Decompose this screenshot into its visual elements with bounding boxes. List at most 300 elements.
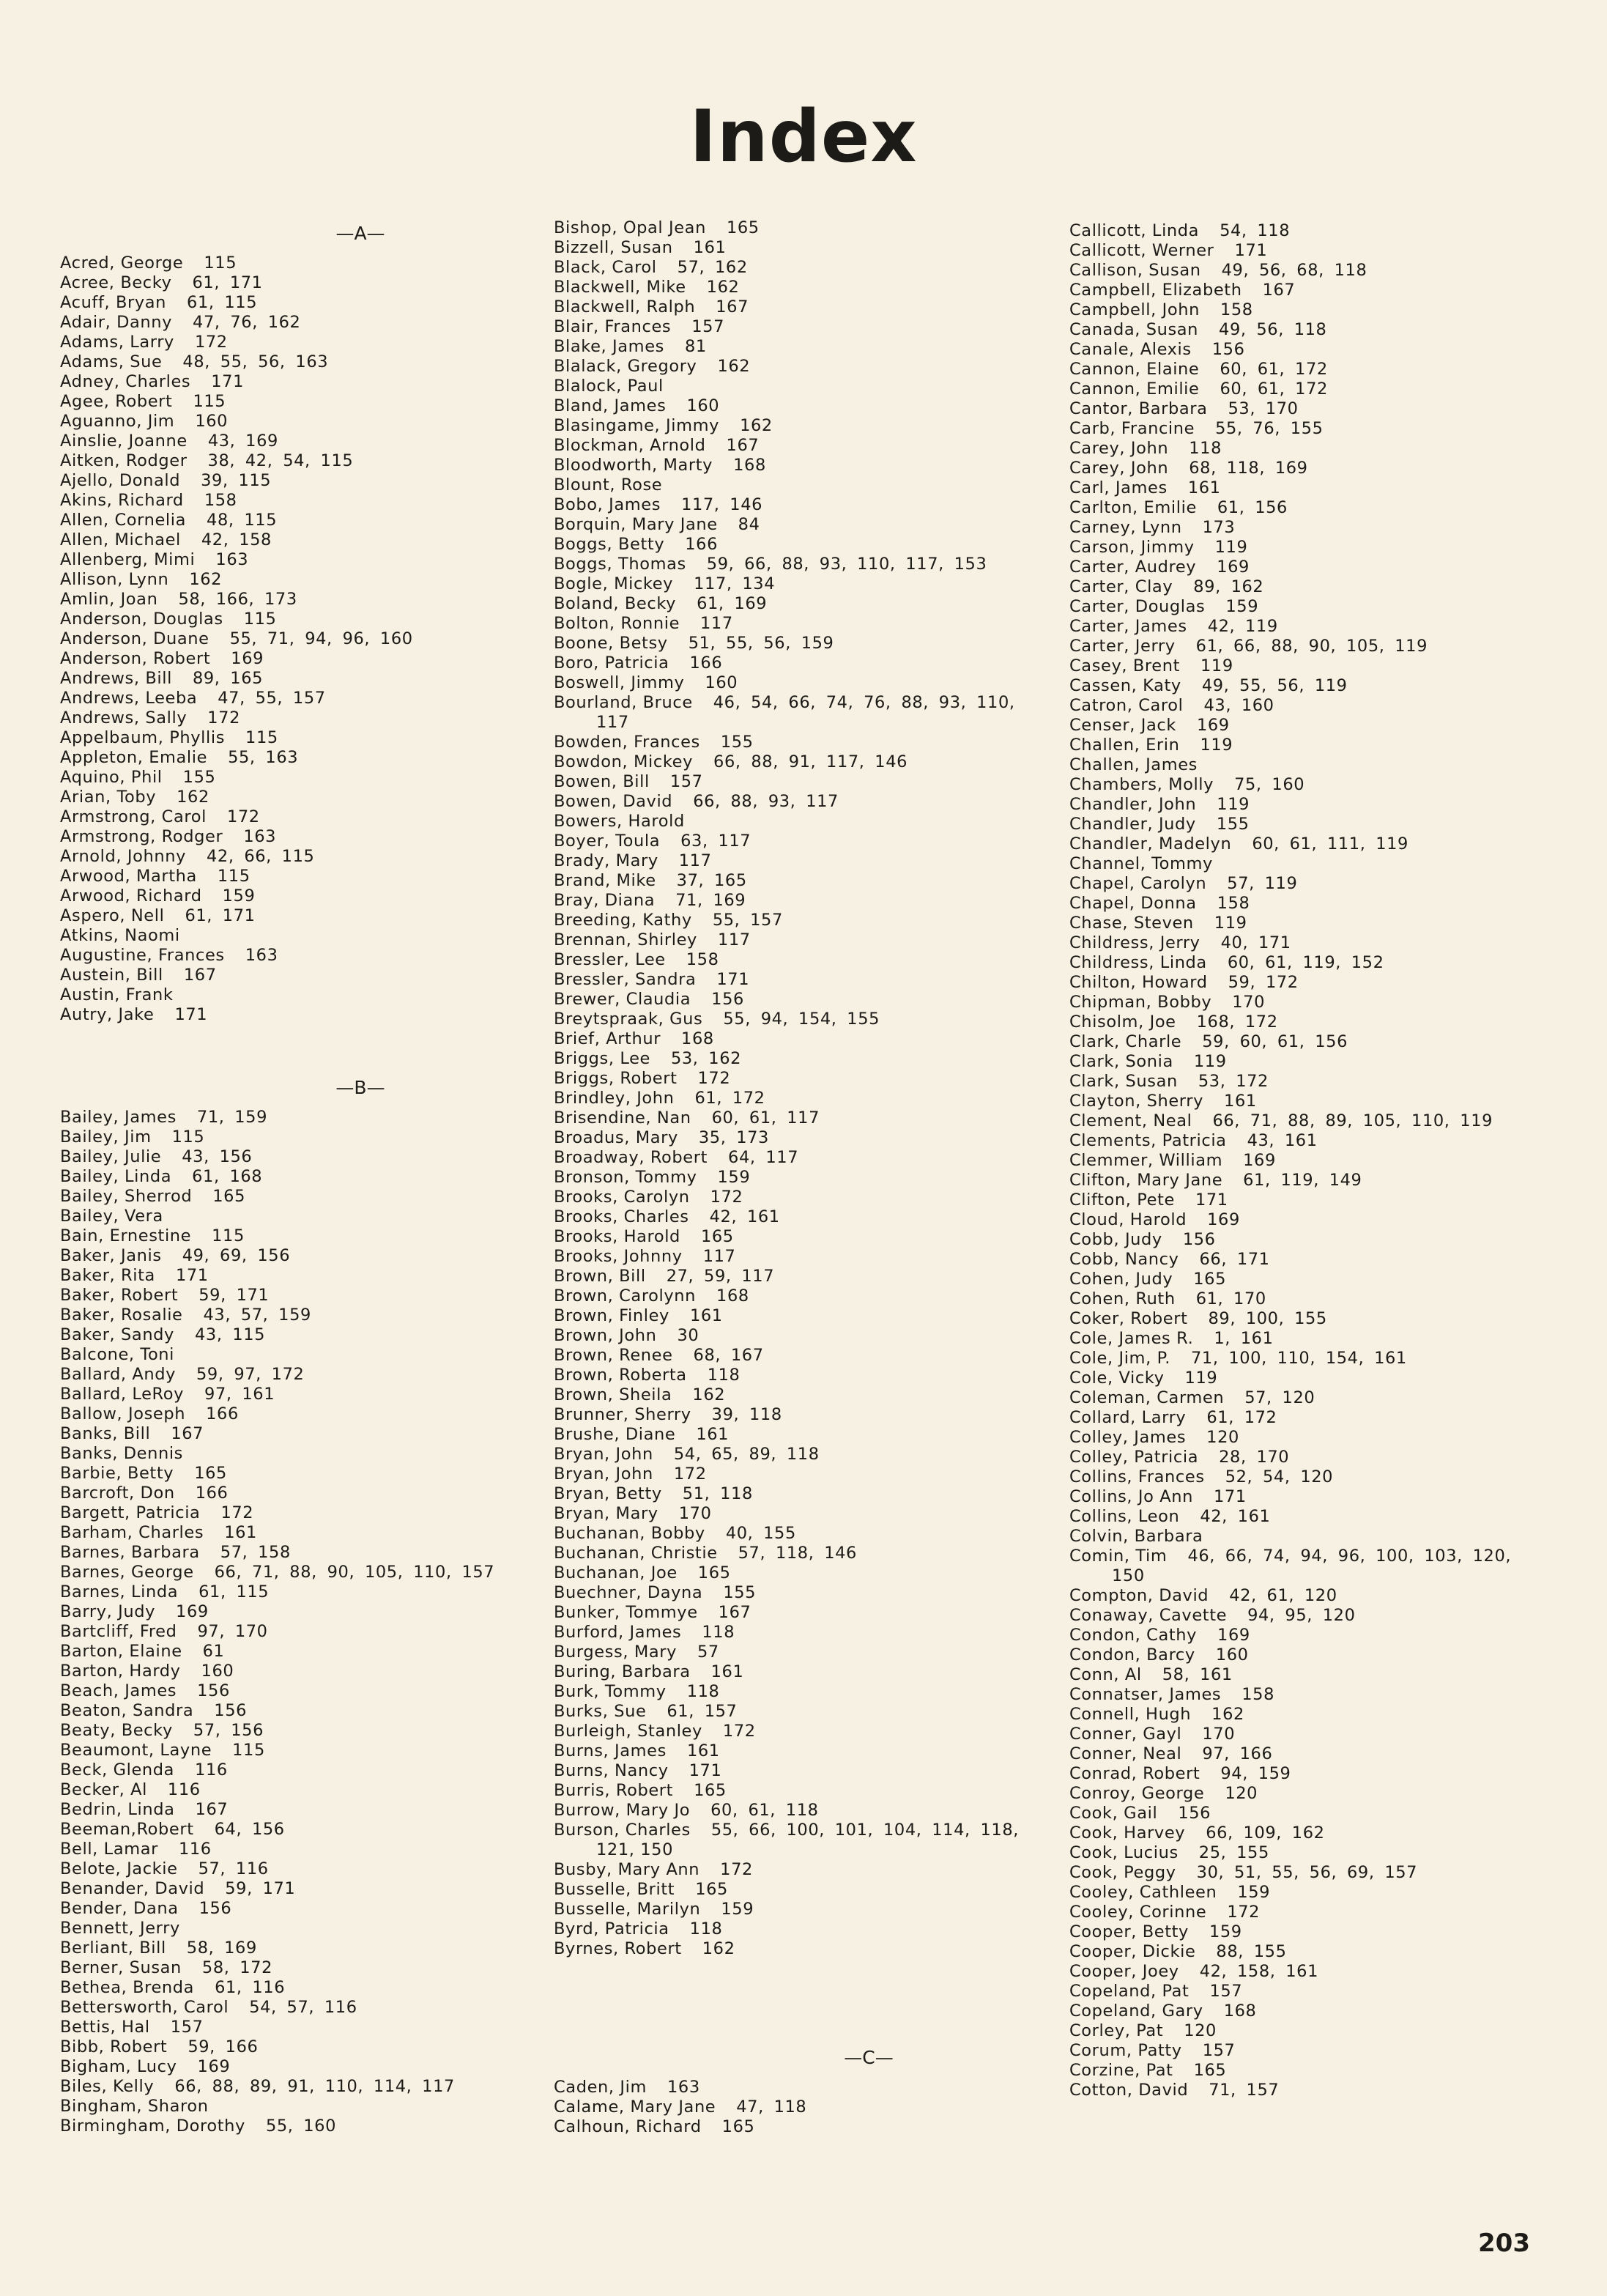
entry-pages: 55, 71, 94, 96, 160 — [229, 629, 413, 648]
index-entry — [60, 1385, 529, 1404]
index-entry — [60, 1958, 529, 1978]
entry-pages: 66, 109, 162 — [1206, 1823, 1325, 1843]
entry-name: Ballow, Joseph — [60, 1404, 186, 1423]
entry-pages: 55, 163 — [228, 748, 299, 767]
entry-pages: 155 — [1216, 815, 1250, 834]
index-entry — [1069, 1507, 1567, 1527]
entry-pages: 169 — [1217, 1626, 1250, 1645]
entry-name: Arwood, Richard — [60, 886, 202, 906]
index-entry — [60, 313, 529, 333]
entry-name: Busselle, Britt — [554, 1880, 675, 1899]
entry-pages: 162 — [702, 1939, 735, 1958]
index-entry — [1069, 340, 1567, 360]
entry-pages: 162 — [1211, 1705, 1244, 1724]
entry-name: Chilton, Howard — [1069, 973, 1208, 992]
entry-pages: 169 — [197, 2057, 231, 2076]
entry-name: Busselle, Marilyn — [554, 1900, 701, 1919]
index-entry — [1069, 1744, 1567, 1764]
index-entry — [554, 970, 1037, 990]
entry-name: Brushe, Diane — [554, 1425, 676, 1444]
entry-pages: 49, 55, 56, 119 — [1201, 676, 1348, 695]
entry-name: Barcroft, Don — [60, 1484, 175, 1503]
entry-pages: 165 — [194, 1464, 227, 1483]
entry-name: Acuff, Bryan — [60, 293, 167, 312]
entry-pages: 173 — [1202, 518, 1236, 537]
entry-name: Chandler, John — [1069, 795, 1197, 814]
index-entry — [60, 1701, 529, 1721]
entry-pages: 161 — [224, 1523, 257, 1542]
index-entry — [1069, 241, 1567, 261]
index-entry — [554, 475, 1037, 495]
entry-name: Burgess, Mary — [554, 1643, 677, 1662]
index-entry — [60, 1108, 529, 1127]
entry-pages: 49, 56, 118 — [1219, 320, 1327, 339]
index-entry — [60, 1424, 529, 1444]
entry-name: Catron, Carol — [1069, 696, 1184, 715]
entry-pages: 166 — [689, 653, 723, 673]
entry-name: Colley, James — [1069, 1428, 1187, 1447]
entry-name: Belote, Jackie — [60, 1859, 178, 1878]
entry-pages: 171 — [716, 970, 750, 989]
index-entry — [554, 1207, 1037, 1227]
entry-pages: 171 — [174, 1005, 208, 1024]
index-entry — [554, 1445, 1037, 1464]
entry-pages: 158 — [1220, 300, 1253, 319]
entry-name: Allenberg, Mimi — [60, 550, 196, 569]
entry-pages: 119 — [1200, 736, 1233, 755]
index-entry — [1069, 1408, 1567, 1428]
index-entry — [1069, 1467, 1567, 1487]
entry-pages: 116 — [195, 1760, 228, 1780]
entry-pages: 115 — [232, 1741, 265, 1760]
index-entry — [60, 1919, 529, 1938]
index-entry — [1069, 1092, 1567, 1111]
index-entry — [60, 1602, 529, 1622]
index-entry — [60, 629, 529, 649]
index-entry — [1069, 1764, 1567, 1784]
entry-pages: 42, 66, 115 — [207, 847, 315, 866]
entry-name: Arwood, Martha — [60, 867, 197, 886]
entry-name: Brooks, Johnny — [554, 1247, 683, 1266]
entry-pages: 119 — [1217, 795, 1250, 814]
entry-pages: 61, 119, 149 — [1243, 1171, 1362, 1190]
entry-pages: 42, 161 — [709, 1207, 780, 1226]
entry-name: Cook, Harvey — [1069, 1823, 1186, 1843]
entry-name: Copeland, Pat — [1069, 1982, 1190, 2001]
index-entry — [1069, 439, 1567, 459]
entry-pages: 161 — [689, 1306, 723, 1325]
entry-name: Campbell, Elizabeth — [1069, 281, 1242, 300]
entry-pages: 115 — [245, 728, 278, 747]
entry-pages: 97, 166 — [1202, 1744, 1273, 1763]
index-entry — [1069, 1349, 1567, 1369]
entry-name: Chandler, Madelyn — [1069, 834, 1232, 853]
index-entry — [1069, 1823, 1567, 1843]
entry-name: Carlton, Emilie — [1069, 498, 1197, 517]
entry-name: Beaumont, Layne — [60, 1741, 212, 1760]
index-entry — [60, 2057, 529, 2077]
index-entry — [60, 1127, 529, 1147]
entry-pages: 61, 156 — [1217, 498, 1288, 517]
entry-name: Colvin, Barbara — [1069, 1527, 1203, 1546]
entry-name: Armstrong, Carol — [60, 807, 207, 826]
entry-name: Cooper, Dickie — [1069, 1942, 1196, 1961]
entry-name: Conn, Al — [1069, 1665, 1142, 1684]
entry-name: Compton, David — [1069, 1586, 1209, 1605]
entry-name: Barnes, Linda — [60, 1582, 179, 1601]
index-entry — [554, 634, 1037, 653]
index-entry — [60, 807, 529, 827]
index-entry — [60, 1741, 529, 1760]
index-entry — [554, 297, 1037, 317]
index-entry — [554, 416, 1037, 436]
index-entry — [1069, 696, 1567, 716]
entry-name: Aitken, Rodger — [60, 451, 188, 470]
index-entry — [60, 333, 529, 352]
entry-pages: 27, 59, 117 — [666, 1267, 775, 1286]
entry-pages: 165 — [700, 1227, 734, 1246]
entry-name: Briggs, Lee — [554, 1049, 650, 1068]
entry-pages: 160 — [705, 673, 738, 692]
index-entry — [1069, 795, 1567, 815]
index-entry — [1069, 656, 1567, 676]
index-entry — [1069, 1626, 1567, 1645]
entry-name: Carb, Francine — [1069, 419, 1195, 438]
entry-pages: 165 — [1193, 2061, 1227, 2080]
entry-pages: 172 — [697, 1069, 731, 1088]
entry-name: Connatser, James — [1069, 1685, 1222, 1704]
entry-pages: 165 — [212, 1187, 245, 1206]
entry-pages: 156 — [1211, 340, 1245, 359]
entry-pages: 71, 100, 110, 154, 161 — [1191, 1349, 1407, 1368]
entry-name: Blockman, Arnold — [554, 436, 706, 455]
index-entry — [554, 2097, 1037, 2117]
index-entry — [554, 1247, 1037, 1267]
index-entry — [1069, 1883, 1567, 1903]
entry-pages: 115 — [243, 610, 277, 629]
index-entry — [554, 1385, 1037, 1405]
index-entry — [554, 1069, 1037, 1089]
entry-name: Corum, Patty — [1069, 2041, 1182, 2060]
index-entry — [60, 1879, 529, 1899]
entry-name: Challen, James — [1069, 755, 1198, 774]
entry-name: Conner, Gayl — [1069, 1725, 1182, 1744]
entry-name: Burrow, Mary Jo — [554, 1801, 691, 1820]
entry-pages: 60, 61, 117 — [711, 1108, 820, 1127]
entry-name: Ballard, LeRoy — [60, 1385, 185, 1404]
index-entry — [554, 258, 1037, 278]
entry-pages: 49, 56, 68, 118 — [1221, 261, 1367, 280]
entry-name: Anderson, Douglas — [60, 610, 223, 629]
index-entry — [1069, 558, 1567, 577]
entry-name: Birmingham, Dorothy — [60, 2117, 245, 2136]
index-entry — [60, 1365, 529, 1385]
entry-name: Burleigh, Stanley — [554, 1722, 702, 1741]
index-entry — [1069, 1705, 1567, 1725]
entry-name: Bell, Lamar — [60, 1840, 158, 1859]
entry-pages: 61, 172 — [1206, 1408, 1277, 1427]
entry-name: Blackwell, Mike — [554, 278, 686, 297]
entry-pages: 159 — [1225, 597, 1259, 616]
entry-name: Arnold, Johnny — [60, 847, 187, 866]
index-entry — [554, 1504, 1037, 1524]
entry-pages: 162 — [177, 788, 209, 807]
entry-pages: 156 — [198, 1899, 232, 1918]
entry-name: Clifton, Mary Jane — [1069, 1171, 1223, 1190]
entry-pages: 89, 162 — [1193, 577, 1264, 596]
entry-pages: 172 — [673, 1464, 707, 1484]
index-entry — [1069, 914, 1567, 933]
entry-name: Bowers, Harold — [554, 812, 685, 831]
index-entry — [554, 1662, 1037, 1682]
entry-pages: 64, 117 — [728, 1148, 799, 1167]
index-entry — [554, 574, 1037, 594]
index-entry — [1069, 379, 1567, 399]
entry-name: Boggs, Betty — [554, 535, 665, 554]
index-entry — [60, 946, 529, 966]
entry-name: Bingham, Sharon — [60, 2097, 209, 2116]
entry-name: Blalock, Paul — [554, 377, 664, 396]
entry-name: Beck, Glenda — [60, 1760, 175, 1780]
entry-name: Carter, Jerry — [1069, 637, 1176, 656]
entry-name: Atkins, Naomi — [60, 926, 180, 945]
entry-name: Breytspraak, Gus — [554, 1010, 703, 1029]
entry-name: Bryan, Betty — [554, 1484, 662, 1503]
index-entry — [1069, 518, 1567, 538]
entry-name: Clayton, Sherry — [1069, 1092, 1204, 1111]
index-entry — [1069, 1962, 1567, 1982]
index-section-b-cont — [554, 218, 1037, 1959]
entry-pages: 84 — [738, 515, 760, 534]
entry-pages: 66, 88, 89, 91, 110, 114, 117 — [174, 2077, 455, 2096]
index-entry — [554, 1603, 1037, 1623]
entry-name: Clifton, Pete — [1069, 1190, 1175, 1210]
entry-name: Blasingame, Jimmy — [554, 416, 720, 435]
index-entry — [60, 1543, 529, 1563]
entry-name: Blackwell, Ralph — [554, 297, 696, 316]
entry-name: Andrews, Leeba — [60, 689, 198, 708]
entry-pages: 53, 172 — [1198, 1072, 1269, 1091]
entry-pages: 172 — [226, 807, 260, 826]
entry-pages: 119 — [1214, 538, 1248, 557]
entry-pages: 169 — [176, 1602, 209, 1621]
index-entry — [60, 1978, 529, 1998]
entry-pages: 118 — [707, 1366, 741, 1385]
entry-name: Bain, Ernestine — [60, 1226, 192, 1245]
entry-pages: 162 — [706, 278, 740, 297]
entry-name: Bibb, Robert — [60, 2037, 168, 2056]
entry-name: Bizzell, Susan — [554, 238, 673, 257]
entry-name: Cobb, Nancy — [1069, 1250, 1179, 1269]
entry-name: Cannon, Emilie — [1069, 379, 1200, 399]
entry-pages: 1, 161 — [1214, 1329, 1274, 1348]
entry-pages: 59, 171 — [198, 1286, 270, 1305]
entry-name: Bunker, Tommye — [554, 1603, 698, 1622]
index-entry — [1069, 538, 1567, 558]
entry-pages: 43, 169 — [207, 432, 278, 451]
entry-pages: 172 — [710, 1188, 743, 1207]
entry-name: Anderson, Duane — [60, 629, 209, 648]
index-entry — [554, 1524, 1037, 1544]
entry-pages: 117 — [717, 930, 751, 949]
index-entry — [554, 1326, 1037, 1346]
index-section-c — [554, 2038, 1037, 2137]
entry-name: Childress, Linda — [1069, 953, 1207, 972]
entry-name: Condon, Cathy — [1069, 1626, 1198, 1645]
entry-pages: 35, 173 — [698, 1128, 769, 1147]
index-entry — [60, 788, 529, 807]
entry-name: Clark, Susan — [1069, 1072, 1178, 1091]
index-entry — [60, 2117, 529, 2136]
entry-pages: 157 — [1202, 2041, 1236, 2060]
entry-name: Byrd, Patricia — [554, 1919, 669, 1938]
entry-pages: 169 — [1196, 716, 1230, 735]
entry-pages: 165 — [694, 1781, 727, 1800]
index-entry — [554, 2078, 1037, 2097]
entry-name: Colley, Patricia — [1069, 1448, 1199, 1467]
entry-name: Boone, Betsy — [554, 634, 668, 653]
entry-name: Bryan, John — [554, 1445, 653, 1464]
index-entry — [60, 1662, 529, 1681]
entry-pages: 119 — [1184, 1369, 1218, 1388]
entry-name: Ajello, Donald — [60, 471, 181, 490]
index-entry — [554, 1919, 1037, 1939]
index-entry — [554, 456, 1037, 475]
entry-name: Bargett, Patricia — [60, 1503, 201, 1522]
entry-pages: 55, 157 — [712, 911, 783, 930]
entry-name: Acred, George — [60, 253, 184, 273]
index-entry — [554, 1682, 1037, 1702]
entry-pages-continued: 150 — [1112, 1566, 1145, 1585]
index-entry — [554, 1761, 1037, 1781]
index-entry — [554, 1346, 1037, 1366]
index-entry — [1069, 1527, 1567, 1547]
index-entry — [60, 867, 529, 886]
entry-name: Brunner, Sherry — [554, 1405, 691, 1424]
index-entry — [554, 772, 1037, 792]
entry-pages: 97, 161 — [204, 1385, 275, 1404]
entry-pages: 61, 115 — [187, 293, 258, 312]
page-number: 203 — [1478, 2229, 1530, 2258]
entry-name: Collins, Jo Ann — [1069, 1487, 1193, 1506]
index-entry — [60, 1464, 529, 1484]
entry-pages: 158 — [204, 491, 237, 510]
entry-pages: 170 — [1202, 1725, 1236, 1744]
index-entry — [554, 1405, 1037, 1425]
entry-pages: 71, 159 — [196, 1108, 267, 1127]
index-entry — [60, 451, 529, 471]
entry-name: Clemmer, William — [1069, 1151, 1223, 1170]
entry-name: Allison, Lynn — [60, 570, 169, 589]
entry-pages: 53, 162 — [670, 1049, 742, 1068]
index-entry — [60, 768, 529, 788]
entry-name: Baker, Janis — [60, 1246, 162, 1265]
entry-name: Broadus, Mary — [554, 1128, 678, 1147]
index-entry — [1069, 973, 1567, 993]
entry-pages: 61, 66, 88, 90, 105, 119 — [1195, 637, 1428, 656]
index-entry — [60, 1840, 529, 1859]
entry-name: Acree, Becky — [60, 273, 172, 292]
entry-pages: 66, 88, 93, 117 — [693, 792, 839, 811]
entry-pages: 61 — [202, 1642, 225, 1661]
entry-pages: 169 — [1217, 558, 1250, 577]
entry-name: Brooks, Harold — [554, 1227, 680, 1246]
entry-name: Barnes, George — [60, 1563, 194, 1582]
index-entry — [1069, 676, 1567, 696]
entry-pages: 61, 171 — [192, 273, 263, 292]
entry-pages: 168, 172 — [1196, 1012, 1278, 1032]
entry-name: Casey, Brent — [1069, 656, 1180, 675]
entry-pages: 168 — [716, 1286, 749, 1306]
entry-pages: 54, 118 — [1220, 221, 1291, 240]
index-entry — [554, 238, 1037, 258]
entry-name: Brady, Mary — [554, 851, 658, 870]
entry-pages: 39, 118 — [711, 1405, 782, 1424]
index-entry — [1069, 1250, 1567, 1270]
entry-name: Bennett, Jerry — [60, 1919, 180, 1938]
index-entry — [554, 1623, 1037, 1643]
entry-name: Collins, Leon — [1069, 1507, 1180, 1526]
entry-pages: 115 — [204, 253, 237, 273]
entry-name: Beaton, Sandra — [60, 1701, 194, 1720]
entry-pages: 57, 120 — [1244, 1388, 1315, 1407]
entry-name: Ainslie, Joanne — [60, 432, 188, 451]
entry-pages: 60, 61, 118 — [710, 1801, 819, 1820]
entry-pages: 115 — [171, 1127, 205, 1147]
entry-name: Copeland, Gary — [1069, 2001, 1203, 2021]
entry-pages: 61, 116 — [215, 1978, 286, 1997]
entry-pages: 172 — [194, 333, 228, 352]
entry-name: Carey, John — [1069, 439, 1169, 458]
entry-pages: 116 — [167, 1780, 201, 1799]
index-entry — [554, 1089, 1037, 1108]
entry-name: Carter, Douglas — [1069, 597, 1206, 616]
entry-name: Clements, Patricia — [1069, 1131, 1227, 1150]
index-entry — [554, 396, 1037, 416]
entry-pages: 40, 155 — [725, 1524, 796, 1543]
entry-pages: 165 — [697, 1563, 731, 1582]
entry-pages: 167 — [195, 1800, 229, 1819]
entry-name: Clark, Sonia — [1069, 1052, 1173, 1071]
entry-name: Cantor, Barbara — [1069, 399, 1208, 418]
entry-name: Channel, Tommy — [1069, 854, 1213, 873]
entry-pages: 57, 156 — [193, 1721, 264, 1740]
entry-name: Conrad, Robert — [1069, 1764, 1200, 1783]
entry-name: Barnes, Barbara — [60, 1543, 200, 1562]
entry-name: Bettersworth, Carol — [60, 1998, 229, 2017]
entry-name: Adair, Danny — [60, 313, 173, 332]
entry-name: Agee, Robert — [60, 392, 173, 411]
entry-pages: 46, 54, 66, 74, 76, 88, 93, 110, — [713, 693, 1015, 712]
entry-pages: 119 — [1214, 914, 1247, 933]
entry-name: Bailey, Julie — [60, 1147, 162, 1166]
entry-pages: 161 — [1224, 1092, 1257, 1111]
entry-name: Corley, Pat — [1069, 2021, 1164, 2040]
index-entry — [60, 1345, 529, 1365]
entry-pages: 156 — [197, 1681, 230, 1700]
entry-name: Andrews, Bill — [60, 669, 172, 688]
index-entry — [554, 1128, 1037, 1148]
index-entry — [1069, 577, 1567, 597]
index-entry — [1069, 1131, 1567, 1151]
entry-pages: 163 — [245, 946, 278, 965]
entry-pages: 166 — [195, 1484, 229, 1503]
index-entry — [554, 911, 1037, 930]
entry-name: Baker, Robert — [60, 1286, 179, 1305]
entry-name: Buchanan, Christie — [554, 1544, 718, 1563]
entry-pages: 60, 61, 119, 152 — [1227, 953, 1384, 972]
index-entry — [554, 990, 1037, 1010]
